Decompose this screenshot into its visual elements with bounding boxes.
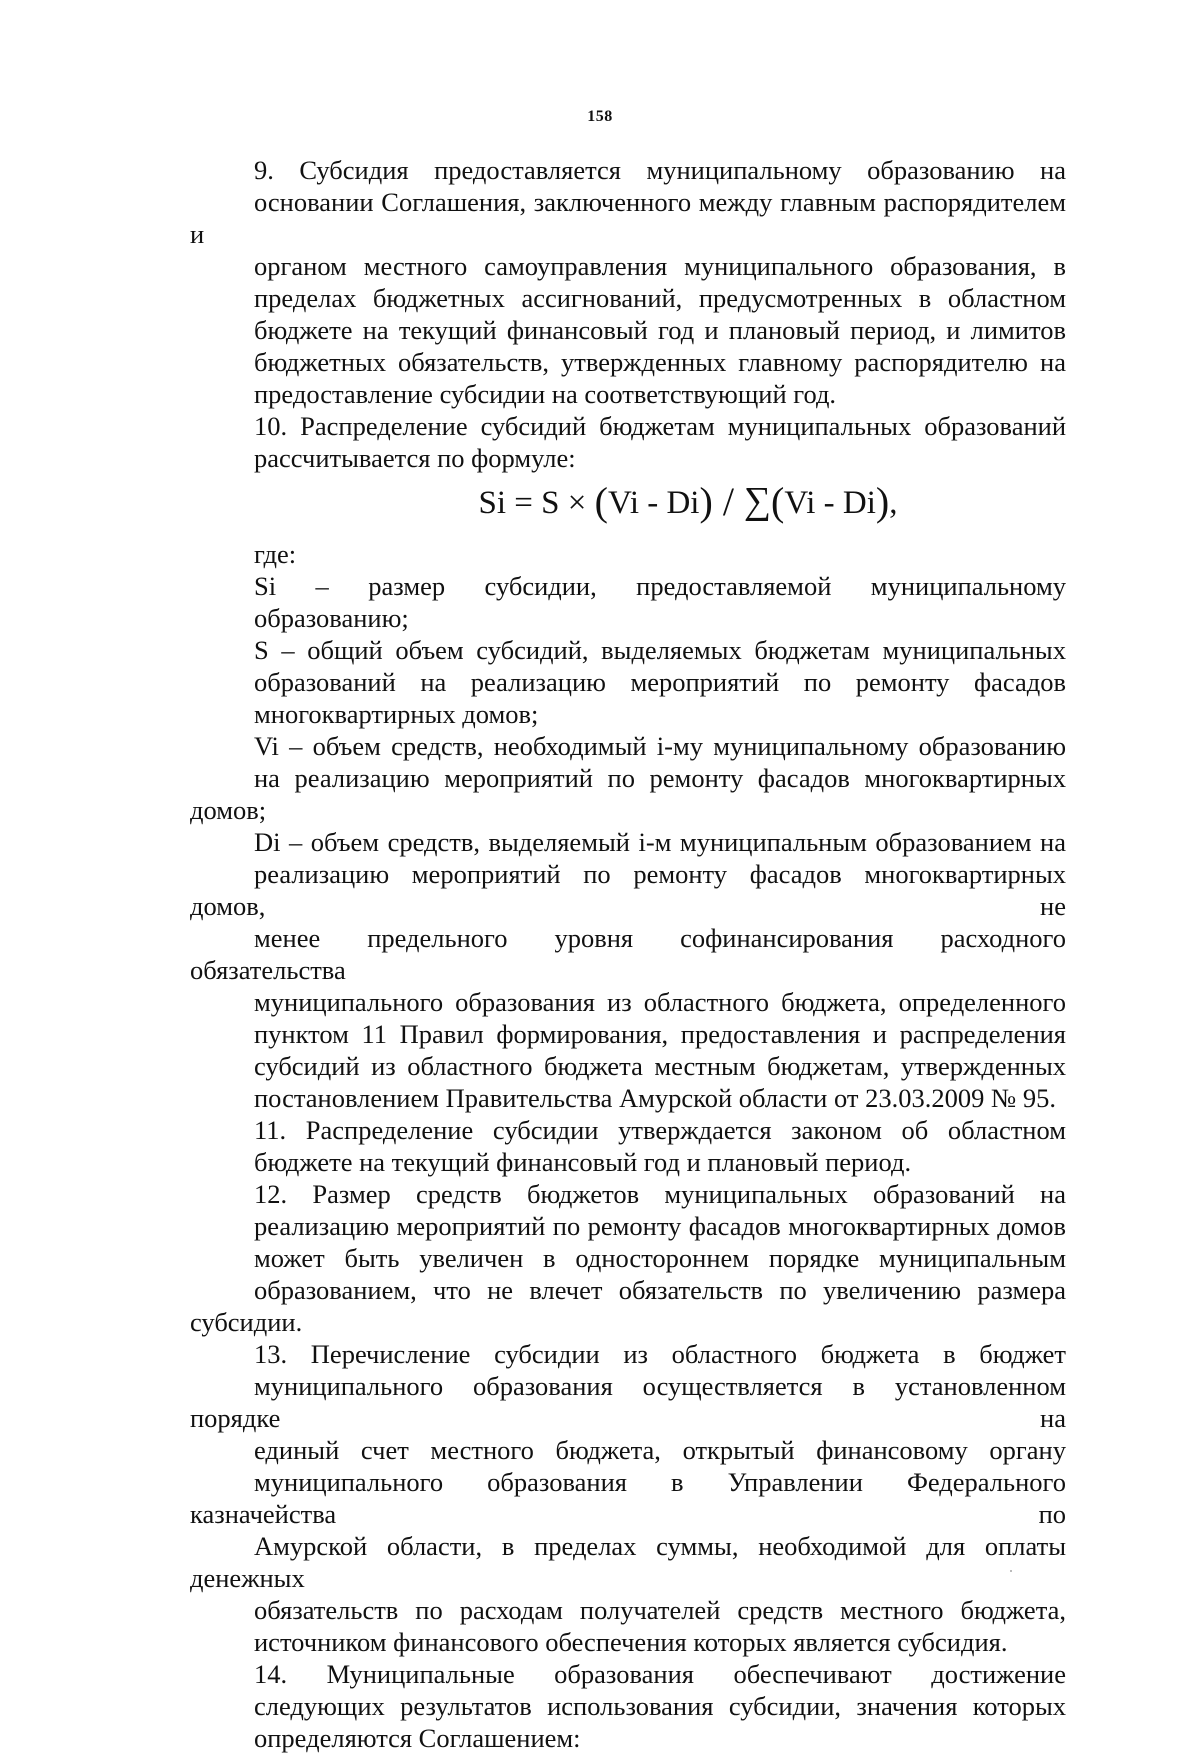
text-line: следующих результатов использования субсидии, значения которых <box>254 1691 1066 1721</box>
text-line: 12. Размер средств бюджетов муниципальных образований на <box>254 1179 1066 1209</box>
paragraph-11 <box>190 1114 1066 1178</box>
text-line: может быть увеличен в одностороннем порядке муниципальным <box>254 1243 1066 1273</box>
text-line: пунктом 11 Правил формирования, предоставления и распределения <box>254 1019 1066 1049</box>
text-line: бюджетных обязательств, утвержденных главному распорядителю на <box>254 347 1066 377</box>
text-line: муниципального образования осуществляется в установленном порядке на <box>190 1371 1066 1433</box>
text-line: муниципального образования в Управлении Федерального казначейства по <box>190 1467 1066 1529</box>
paragraph-10 <box>190 410 1066 474</box>
definition-vi <box>190 730 1066 826</box>
text-line: 10. Распределение субсидий бюджетам муниципальных образований <box>254 411 1066 441</box>
paragraph-14 <box>190 1658 1066 1754</box>
document-body <box>190 154 1066 1754</box>
text-line: определяются Соглашением: <box>254 1723 581 1753</box>
text-line: муниципального образования из областного бюджета, определенного <box>254 987 1066 1017</box>
distribution-formula <box>190 476 1066 532</box>
formula-term: Vi - Di <box>607 485 700 521</box>
text-line: рассчитывается по формуле: <box>254 443 576 473</box>
definition-di <box>190 826 1066 1114</box>
formula-division: / <box>712 479 744 524</box>
text-line: бюджете на текущий финансовый год и плановый период. <box>254 1147 912 1177</box>
text-line: обязательств по расходам получателей средств местного бюджета, <box>254 1595 1066 1625</box>
paragraph-12 <box>190 1178 1066 1338</box>
text-line: 11. Распределение субсидии утверждается законом об областном <box>254 1115 1066 1145</box>
text-line: органом местного самоуправления муниципального образования, в <box>254 251 1066 281</box>
text-line: субсидий из областного бюджета местным бюджетам, утвержденных <box>254 1051 1066 1081</box>
text-line: менее предельного уровня софинансирования расходного обязательства <box>190 923 1066 985</box>
formula-lhs: Si = S × <box>478 485 595 521</box>
text-line: предоставление субсидии на соответствующий год. <box>254 379 837 409</box>
text-line: образованию; <box>254 603 409 633</box>
paragraph-9 <box>190 154 1066 410</box>
where-label: где: <box>254 539 297 569</box>
text-line: реализацию мероприятий по ремонту фасадов многоквартирных домов, не <box>190 859 1066 921</box>
text-line: S – общий объем субсидий, выделяемых бюджетам муниципальных <box>254 635 1066 665</box>
formula-paren: ( <box>594 479 608 524</box>
text-line: 9. Субсидия предоставляется муниципальному образованию на <box>254 155 1066 185</box>
text-line: Vi – объем средств, необходимый i-му муниципальному образованию <box>254 731 1066 761</box>
text-line: образований на реализацию мероприятий по ремонту фасадов <box>254 667 1066 697</box>
text-line: образованием, что не влечет обязательств по увеличению размера субсидии. <box>190 1275 1066 1337</box>
paragraph-13 <box>190 1338 1066 1658</box>
definition-si <box>190 570 1066 634</box>
text-line: Амурской области, в пределах суммы, необходимой для оплаты денежных <box>190 1531 1066 1593</box>
text-line: пределах бюджетных ассигнований, предусмотренных в областном <box>254 283 1066 313</box>
text-line: реализацию мероприятий по ремонту фасадов многоквартирных домов <box>254 1211 1066 1241</box>
formula-paren: ) <box>875 479 890 524</box>
definition-s <box>190 634 1066 730</box>
text-line: источником финансового обеспечения которых является субсидия. <box>254 1627 1008 1657</box>
text-line: постановлением Правительства Амурской области от 23.03.2009 № 95. <box>254 1083 1056 1113</box>
scan-speck <box>1010 1570 1012 1572</box>
formula-term: Vi - Di <box>784 485 876 521</box>
text-line: многоквартирных домов; <box>254 699 539 729</box>
formula-paren: ) <box>699 479 713 524</box>
text-line: единый счет местного бюджета, открытый финансовому органу <box>254 1435 1066 1465</box>
text-line: бюджете на текущий финансовый год и плановый период, и лимитов <box>254 315 1066 345</box>
sum-symbol: ∑ <box>743 480 772 522</box>
text-line: 13. Перечисление субсидии из областного бюджета в бюджет <box>254 1339 1066 1369</box>
formula-comma: , <box>889 485 898 521</box>
text-line: Di – объем средств, выделяемый i-м муниципальным образованием на <box>254 827 1066 857</box>
text-line: 14. Муниципальные образования обеспечивают достижение <box>254 1659 1066 1689</box>
text-line: основании Соглашения, заключенного между главным распорядителем и <box>190 187 1066 249</box>
page-number: 158 <box>587 108 613 125</box>
formula-paren: ( <box>771 479 785 524</box>
text-line: на реализацию мероприятий по ремонту фасадов многоквартирных домов; <box>190 763 1066 825</box>
text-line: Si – размер субсидии, предоставляемой муниципальному <box>254 571 1066 601</box>
